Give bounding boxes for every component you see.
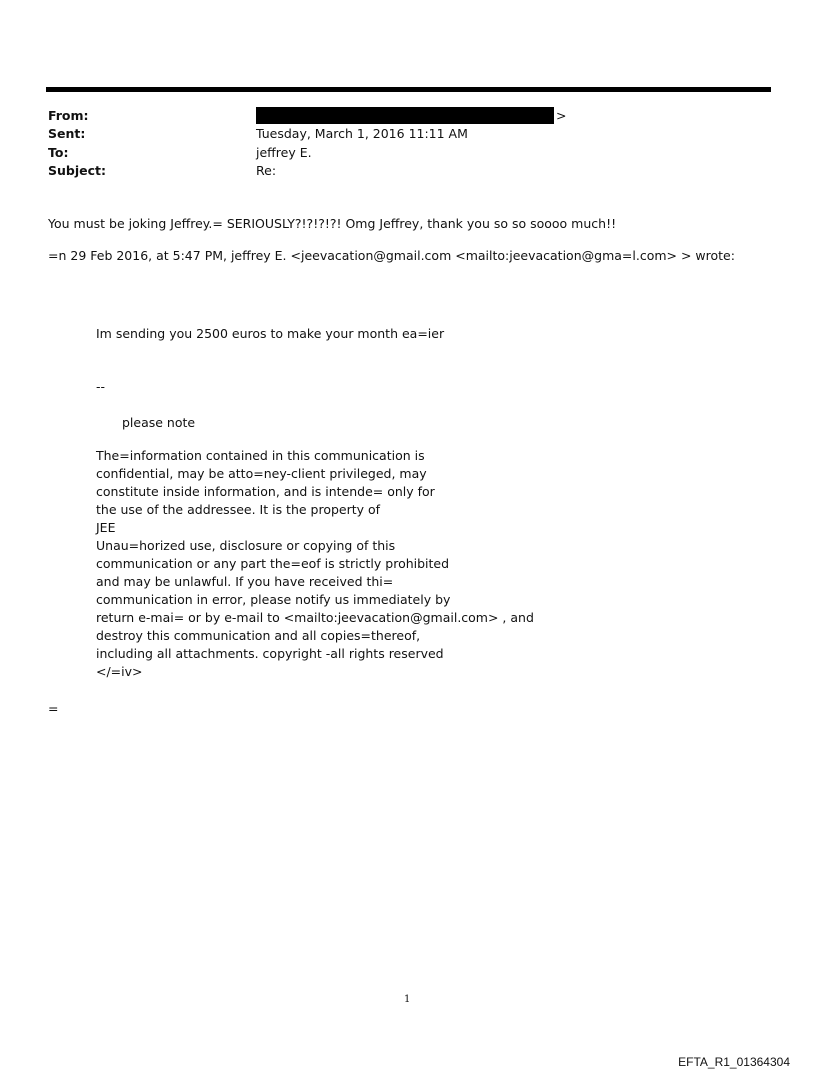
subject-label: Subject: [48, 163, 106, 178]
header-rule [46, 87, 771, 92]
disclaimer-line: return e-mai= or by e-mail to <mailto:jeevacation@gmail.com> , and [96, 610, 534, 625]
page-number: 1 [404, 994, 411, 1005]
disclaimer-line: communication in error, please notify us immediately by [96, 592, 451, 607]
quoted-message: Im sending you 2500 euros to make your month ea=ier [96, 326, 445, 341]
disclaimer-line: Unau=horized use, disclosure or copying of this [96, 538, 396, 553]
to-value: jeffrey E. [256, 145, 312, 160]
disclaimer-line: destroy this communication and all copies=thereof, [96, 628, 421, 643]
trailing-equals: = [48, 701, 59, 716]
disclaimer-line: communication or any part the=eof is strictly prohibited [96, 556, 450, 571]
disclaimer-line: confidential, may be atto=ney-client privileged, may [96, 466, 427, 481]
disclaimer-line: including all attachments. copyright -all rights reserved [96, 646, 444, 661]
to-label: To: [48, 145, 69, 160]
reply-text: You must be joking Jeffrey.= SERIOUSLY?!?!?!?! Omg Jeffrey, thank you so so soooo much!! [48, 216, 617, 231]
from-suffix: > [556, 108, 567, 123]
disclaimer-line: constitute inside information, and is intende= only for [96, 484, 435, 499]
signature-separator: -- [96, 379, 106, 394]
disclaimer-line: the use of the addressee. It is the property of [96, 502, 381, 517]
disclaimer-line: JEE [96, 520, 116, 535]
bates-number: EFTA_R1_01364304 [678, 1055, 790, 1069]
subject-value: Re: [256, 163, 277, 178]
note-heading: please note [122, 415, 196, 430]
redacted-sender [256, 107, 554, 124]
from-label: From: [48, 108, 89, 123]
disclaimer-line: </=iv> [96, 664, 143, 679]
quote-attribution: =n 29 Feb 2016, at 5:47 PM, jeffrey E. <jeevacation@gmail.com <mailto:jeevacation@gma=l.com> > wrote: [48, 248, 735, 263]
disclaimer-line: and may be unlawful. If you have received thi= [96, 574, 394, 589]
sent-value: Tuesday, March 1, 2016 11:11 AM [256, 126, 468, 141]
disclaimer-line: The=information contained in this communication is [96, 448, 425, 463]
sent-label: Sent: [48, 126, 86, 141]
disclaimer-block [96, 447, 534, 681]
